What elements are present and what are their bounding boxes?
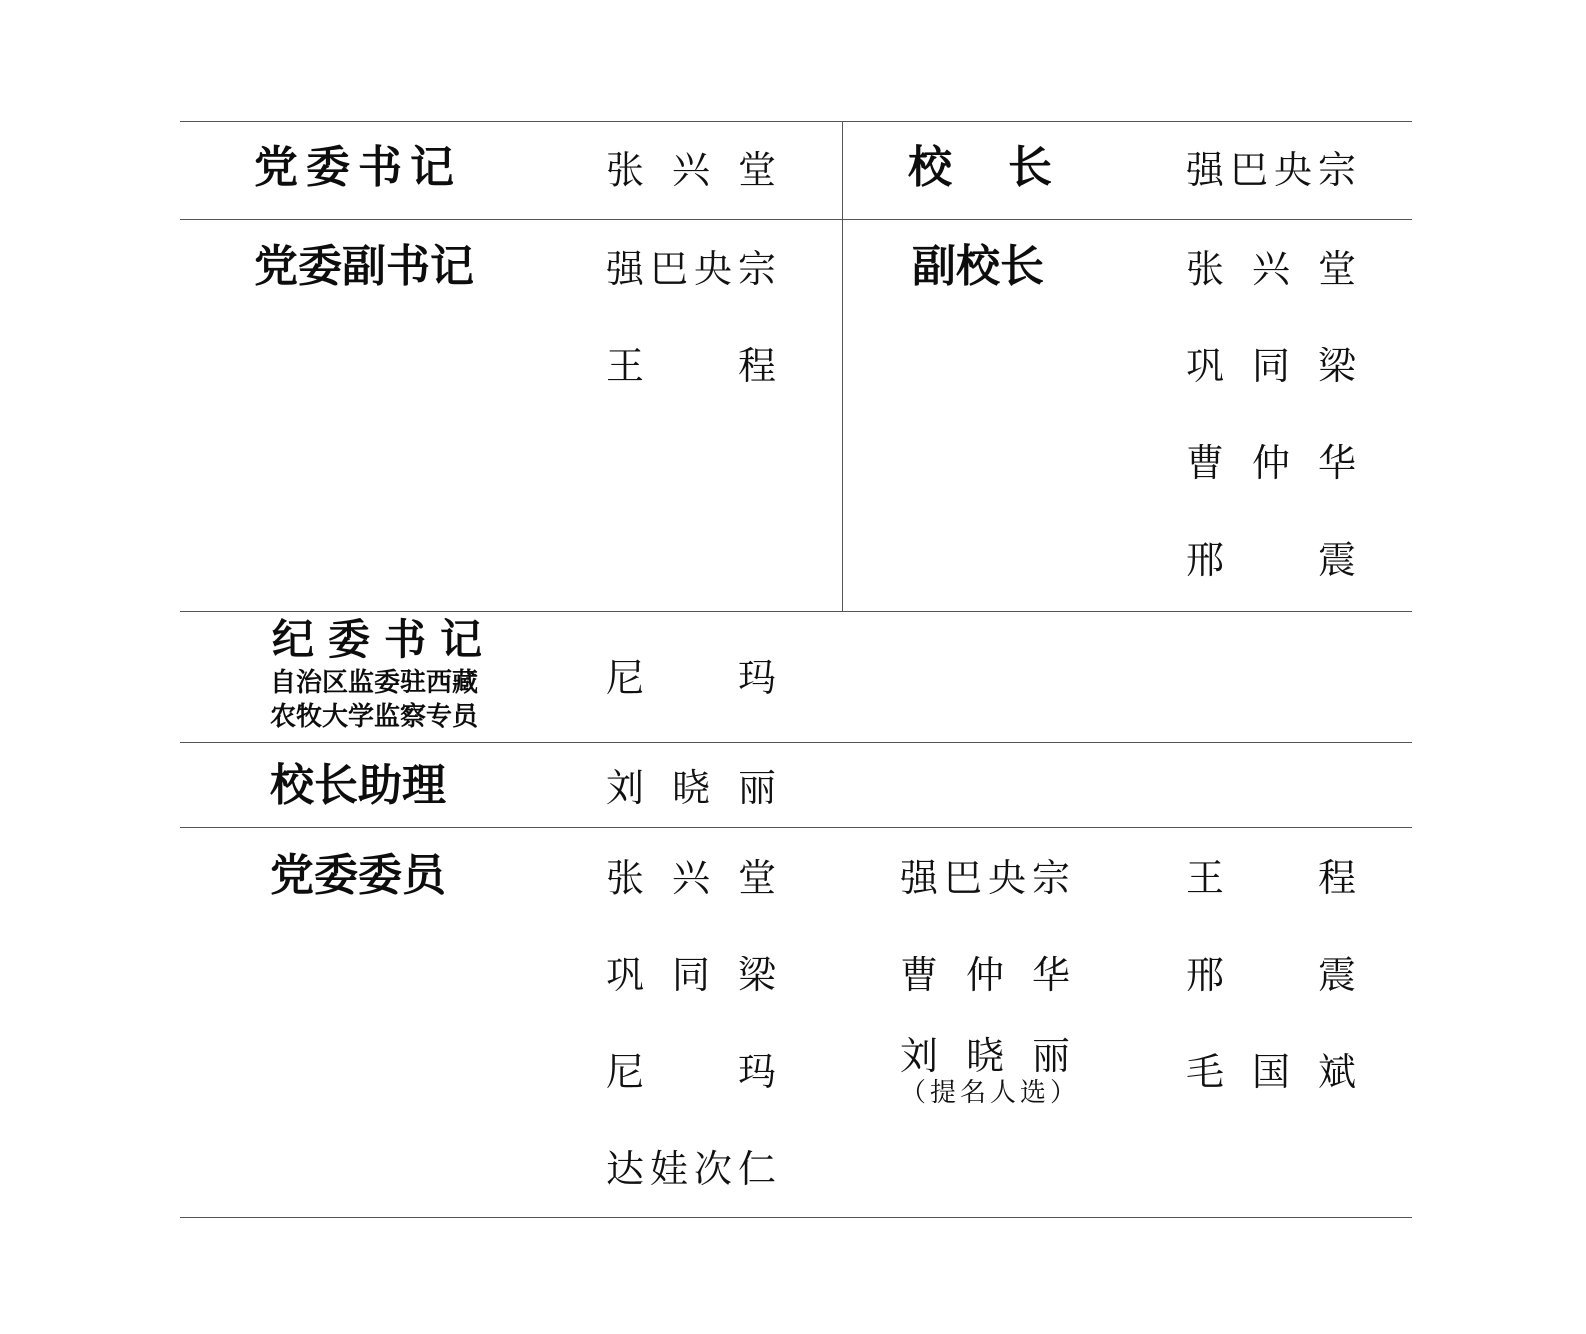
- vice-president-name-2: 巩 同 梁: [1186, 344, 1356, 388]
- president-title: 校 长: [908, 142, 1058, 193]
- rule-3: [180, 742, 1412, 743]
- rule-1: [180, 219, 1412, 220]
- committee-member-9: 毛 国 斌: [1186, 1050, 1356, 1094]
- vice-president-name-1: 张 兴 堂: [1186, 247, 1356, 291]
- committee-member-2: 强 巴 央 宗: [900, 856, 1070, 900]
- deputy-party-secretary-title: 党委副书记: [254, 241, 474, 292]
- vice-president-name-4: 邢 震: [1186, 538, 1356, 582]
- vice-president-title: 副校长: [912, 241, 1044, 292]
- column-divider: [842, 121, 843, 611]
- discipline-secretary-subtitle-2: 农牧大学监察专员: [270, 702, 479, 732]
- discipline-secretary-subtitle-1: 自治区监委驻西藏: [270, 668, 479, 698]
- discipline-secretary-name: 尼 玛: [606, 656, 776, 700]
- vice-president-name-3: 曹 仲 华: [1186, 441, 1356, 485]
- rule-bottom: [180, 1217, 1412, 1218]
- committee-member-6: 邢 震: [1186, 953, 1356, 997]
- committee-member-3: 王 程: [1186, 856, 1356, 900]
- discipline-secretary-title: 纪委书记: [272, 615, 497, 664]
- rule-2: [180, 611, 1412, 612]
- committee-member-7: 尼 玛: [606, 1050, 776, 1094]
- nominee-note: （提名人选）: [900, 1078, 1081, 1108]
- party-secretary-name: 张 兴 堂: [606, 148, 776, 192]
- committee-member-1: 张 兴 堂: [606, 856, 776, 900]
- president-assistant-name: 刘 晓 丽: [606, 766, 776, 810]
- committee-member-4: 巩 同 梁: [606, 953, 776, 997]
- deputy-party-secretary-name-1: 强 巴 央 宗: [606, 247, 776, 291]
- rule-4: [180, 827, 1412, 828]
- committee-member-5: 曹 仲 华: [900, 953, 1070, 997]
- deputy-party-secretary-name-2: 王 程: [606, 344, 776, 388]
- president-name: 强 巴 央 宗: [1186, 148, 1356, 192]
- party-committee-members-title: 党委委员: [270, 850, 446, 901]
- party-secretary-title: 党委书记: [254, 142, 462, 193]
- president-assistant-title: 校长助理: [270, 760, 446, 811]
- committee-member-10: 达 娃 次 仁: [606, 1147, 776, 1191]
- committee-member-8: 刘 晓 丽: [900, 1034, 1070, 1078]
- rule-top: [180, 121, 1412, 122]
